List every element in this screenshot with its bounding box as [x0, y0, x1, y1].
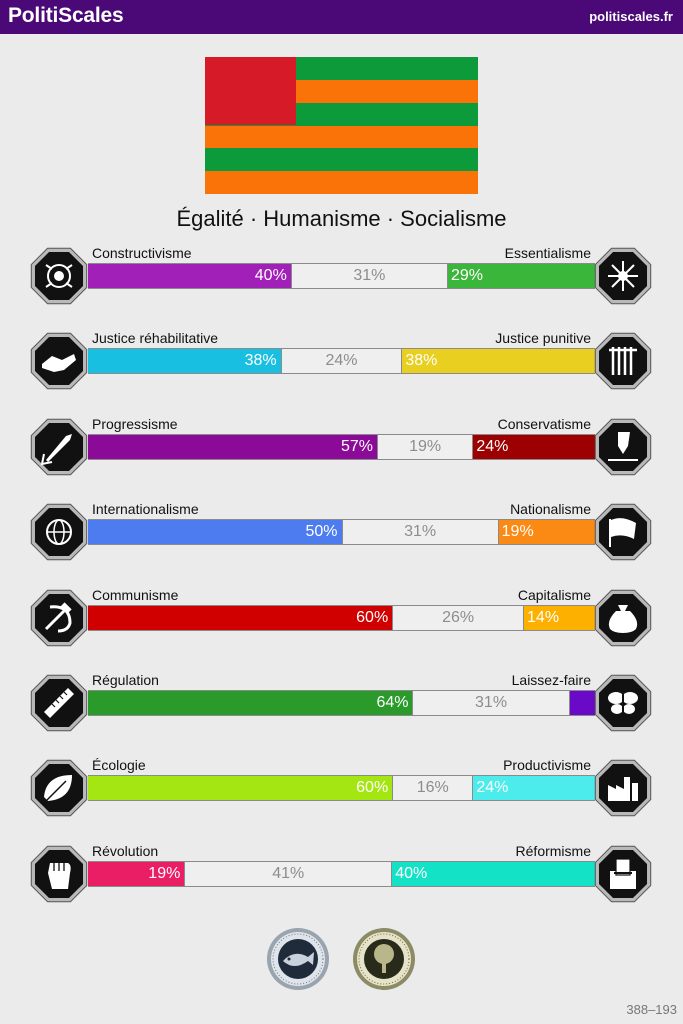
neutral-value: 31%	[353, 267, 386, 284]
brain-icon	[28, 245, 90, 307]
neutral-bar-segment	[392, 776, 473, 800]
axis-bar	[88, 263, 595, 289]
result-code: 388–193	[626, 1002, 677, 1017]
left-value: 60%	[356, 779, 389, 797]
ruler-icon	[28, 672, 90, 734]
neutral-value: 41%	[272, 864, 305, 882]
right-bar-segment	[499, 520, 595, 544]
axis-row	[0, 587, 683, 651]
left-bar-segment	[88, 691, 412, 715]
neutral-bar-segment	[412, 691, 569, 715]
axis-right-label: Conservatisme	[497, 415, 591, 432]
axis-right-label: Réformisme	[515, 842, 591, 859]
gold-tree-medal-icon	[352, 927, 416, 991]
axis-right-label: Justice punitive	[495, 330, 591, 347]
neutral-value: 19%	[409, 437, 442, 455]
left-value: 38%	[244, 352, 277, 370]
neutral-value: 24%	[325, 352, 358, 370]
neutral-value: 16%	[416, 779, 449, 797]
globe-icon	[28, 501, 90, 563]
axis-bar	[88, 690, 595, 716]
neutral-bar-segment	[342, 520, 499, 544]
right-bar-segment	[473, 776, 595, 800]
right-bar-segment	[473, 435, 595, 459]
left-value: 40%	[254, 267, 287, 284]
axis-row	[0, 501, 683, 565]
neutral-value: 31%	[475, 694, 508, 711]
left-value: 60%	[356, 608, 389, 626]
axis-right-label: Essentialisme	[504, 245, 591, 261]
right-bar-segment	[392, 862, 595, 886]
right-value: 40%	[395, 864, 428, 882]
handshake-icon	[28, 330, 90, 392]
right-bar-segment	[524, 606, 595, 630]
right-value: 38%	[405, 352, 438, 370]
leaf-icon	[28, 757, 90, 819]
axis-right-label: Capitalisme	[517, 586, 591, 603]
right-bar-segment	[402, 349, 595, 373]
axis-bar	[88, 434, 595, 460]
result-slogan: Égalité · Humanisme · Socialisme	[176, 206, 507, 231]
left-value: 57%	[340, 437, 373, 455]
axis-right-label: Nationalisme	[510, 501, 591, 518]
right-value: 29%	[450, 267, 483, 284]
neutral-value: 26%	[442, 608, 475, 626]
axis-left-label: Justice réhabilitative	[92, 330, 219, 347]
axis-bar	[88, 519, 595, 545]
flag-icon	[592, 501, 654, 563]
left-bar-segment	[88, 776, 392, 800]
left-value: 50%	[305, 523, 338, 541]
flag-canton	[205, 57, 296, 125]
left-bar-segment	[88, 862, 184, 886]
axis-right-label: Productivisme	[503, 757, 591, 774]
axis-left-label: Communisme	[92, 586, 179, 603]
left-value: 64%	[376, 694, 409, 711]
right-value: 24%	[476, 437, 509, 455]
neutral-bar-segment	[291, 264, 448, 288]
right-value: 14%	[527, 608, 560, 626]
neutral-bar-segment	[184, 862, 392, 886]
axis-row	[0, 245, 683, 309]
axis-row	[0, 672, 683, 736]
flag-stripe	[205, 126, 478, 149]
axis-row	[0, 330, 683, 394]
right-bar-segment	[448, 264, 595, 288]
quill-icon	[592, 416, 654, 478]
neutral-bar-segment	[281, 349, 403, 373]
axis-row	[0, 416, 683, 480]
fist-icon	[28, 843, 90, 905]
left-value: 19%	[148, 864, 181, 882]
axis-left-label: Régulation	[92, 672, 159, 688]
axis-left-label: Écologie	[92, 757, 146, 774]
dna-icon	[592, 245, 654, 307]
badges	[266, 927, 418, 991]
brand-logo[interactable]: PolitiScales	[8, 4, 124, 27]
left-bar-segment	[88, 349, 281, 373]
axis-left-label: Révolution	[92, 842, 159, 859]
axis-right-label: Laissez-faire	[511, 672, 591, 688]
right-value: 24%	[476, 779, 509, 797]
axis-bar	[88, 348, 595, 374]
neutral-value: 31%	[404, 523, 437, 541]
axis-row	[0, 843, 683, 907]
axis-bar	[88, 775, 595, 801]
flag-stripe	[205, 148, 478, 171]
axis-left-label: Constructivisme	[92, 245, 192, 261]
result-flag	[205, 57, 478, 194]
axis-row	[0, 757, 683, 821]
hammer-sickle-icon	[28, 587, 90, 649]
axis-left-label: Internationalisme	[92, 501, 199, 518]
left-bar-segment	[88, 606, 392, 630]
axis-bar	[88, 605, 595, 631]
left-bar-segment	[88, 435, 377, 459]
money-bag-icon	[592, 587, 654, 649]
ballot-icon	[592, 843, 654, 905]
top-bar	[0, 0, 683, 34]
right-value: 19%	[501, 523, 534, 541]
left-bar-segment	[88, 520, 342, 544]
left-bar-segment	[88, 264, 291, 288]
butterfly-icon	[592, 672, 654, 734]
neutral-bar-segment	[377, 435, 473, 459]
flag-stripe	[205, 171, 478, 194]
axis-bar	[88, 861, 595, 887]
axis-left-label: Progressisme	[92, 415, 178, 432]
rocket-icon	[28, 416, 90, 478]
neutral-bar-segment	[392, 606, 524, 630]
prison-bars-icon	[592, 330, 654, 392]
silver-fish-medal-icon	[266, 927, 330, 991]
site-link[interactable]: politiscales.fr	[589, 9, 673, 24]
factory-icon	[592, 757, 654, 819]
